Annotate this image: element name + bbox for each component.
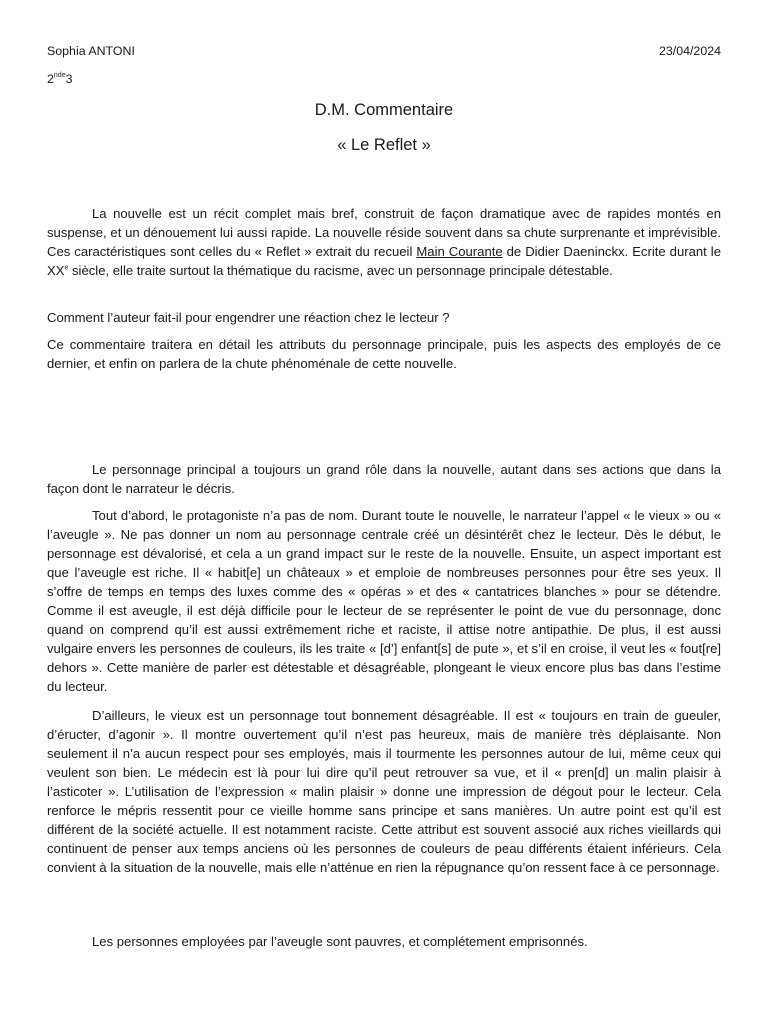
part2-intro-paragraph: Les personnes employées par l’aveugle sont pauvres, et complétement emprisonnés. xyxy=(92,934,588,949)
part1-paragraph-1: Tout d’abord, le protagoniste n’a pas de nom. Durant toute le nouvelle, le narrateur l’appel « le vieux » ou « l’aveugle ». Ne pas donner un nom au personnage centrale créé un désintérêt chez le lecteur. Dès le début, le personnage est dévalorisé, et cela a un grand impact sur le reste de la nouvelle. Ensuite, un aspect important est que l’aveugle est riche. Il « habit[e] un châteaux » et emploie de nombreuses personnes pour être ses yeux. Il s’offre de temps en temps des luxes comme des « opéras » et des « cantatrices blanches » pour se détendre. Comme il est aveugle, il est déjà difficile pour le lecteur de se représenter le point de vue du personnage, donc quand on comprend qu’il est aussi extrêmement riche et raciste, il attise notre antipathie. De plus, il est aussi vulgaire envers les personnes de couleurs, ils les traite « [d’] enfant[s] de pute », et s’il en croise, il veut les « fout[re] dehors ». Cette manière de parler est détestable et désagréable, plongeant le vieux encore plus bas dans l’estime du lecteur. xyxy=(47,508,721,694)
document-header xyxy=(47,44,721,58)
intro-paragraph: La nouvelle est un récit complet mais bref, construit de façon dramatique avec de rapides montés en suspense, et un dénouement lui aussi rapide. La nouvelle réside souvent dans sa chute surprenante et imprévisible. Ces caractéristiques sont celles du « Reflet » extrait du recueil Main Courante de Didier Daeninckx. Ecrite durant le XXe siècle, elle traite surtout la thématique du racisme, avec un personnage principale détestable. xyxy=(47,206,721,278)
document-subtitle: « Le Reflet » xyxy=(337,136,431,154)
document-title: D.M. Commentaire xyxy=(314,101,454,119)
problematic-question: Comment l’auteur fait-il pour engendrer une réaction chez le lecteur ? xyxy=(47,310,450,325)
document-page xyxy=(47,0,721,1024)
plan-paragraph: Ce commentaire traitera en détail les attributs du personnage principale, puis les aspects des employés de ce dernier, et enfin on parlera de la chute phénoménale de cette nouvelle. xyxy=(47,337,721,371)
part1-paragraph-2: D’ailleurs, le vieux est un personnage tout bonnement désagréable. Il est « toujours en train de gueuler, d’éructer, d’agonir ». Il montre ouvertement qu’il n’est pas heureux, mais de manière très déplaisante. Non seulement il n’a aucun respect pour ses employés, mais il tourmente les personnes autour de lui, même ceux qui veulent son bien. Le médecin est là pour lui dire qu’il peut retrouver sa vue, et il « pren[d] un malin plaisir à l’asticoter ». L’utilisation de l’expression « malin plaisir » donne une impression de dégout pour le lecteur. Cela renforce le mépris ressentit pour ce vieille homme sans principe et sans manières. Un autre point est qu’il est différent de la société actuelle. Il est notamment raciste. Cette attribut est souvent associé aux riches vieillards qui continuent de penser aux temps anciens où les personnes de couleurs de peau différents étaient inférieurs. Cela convient à la situation de la nouvelle, mais elle n’atténue en rien la répugnance qu’on ressent face à ce personnage. xyxy=(47,708,721,875)
part1-intro-paragraph: Le personnage principal a toujours un grand rôle dans la nouvelle, autant dans ses actions que dans la façon dont le narrateur le décris. xyxy=(47,462,721,496)
class-label: 2nde3 xyxy=(47,71,73,86)
book-title: Main Courante xyxy=(416,244,503,259)
author-name: Sophia ANTONI xyxy=(47,44,135,58)
document-date: 23/04/2024 xyxy=(658,44,721,58)
